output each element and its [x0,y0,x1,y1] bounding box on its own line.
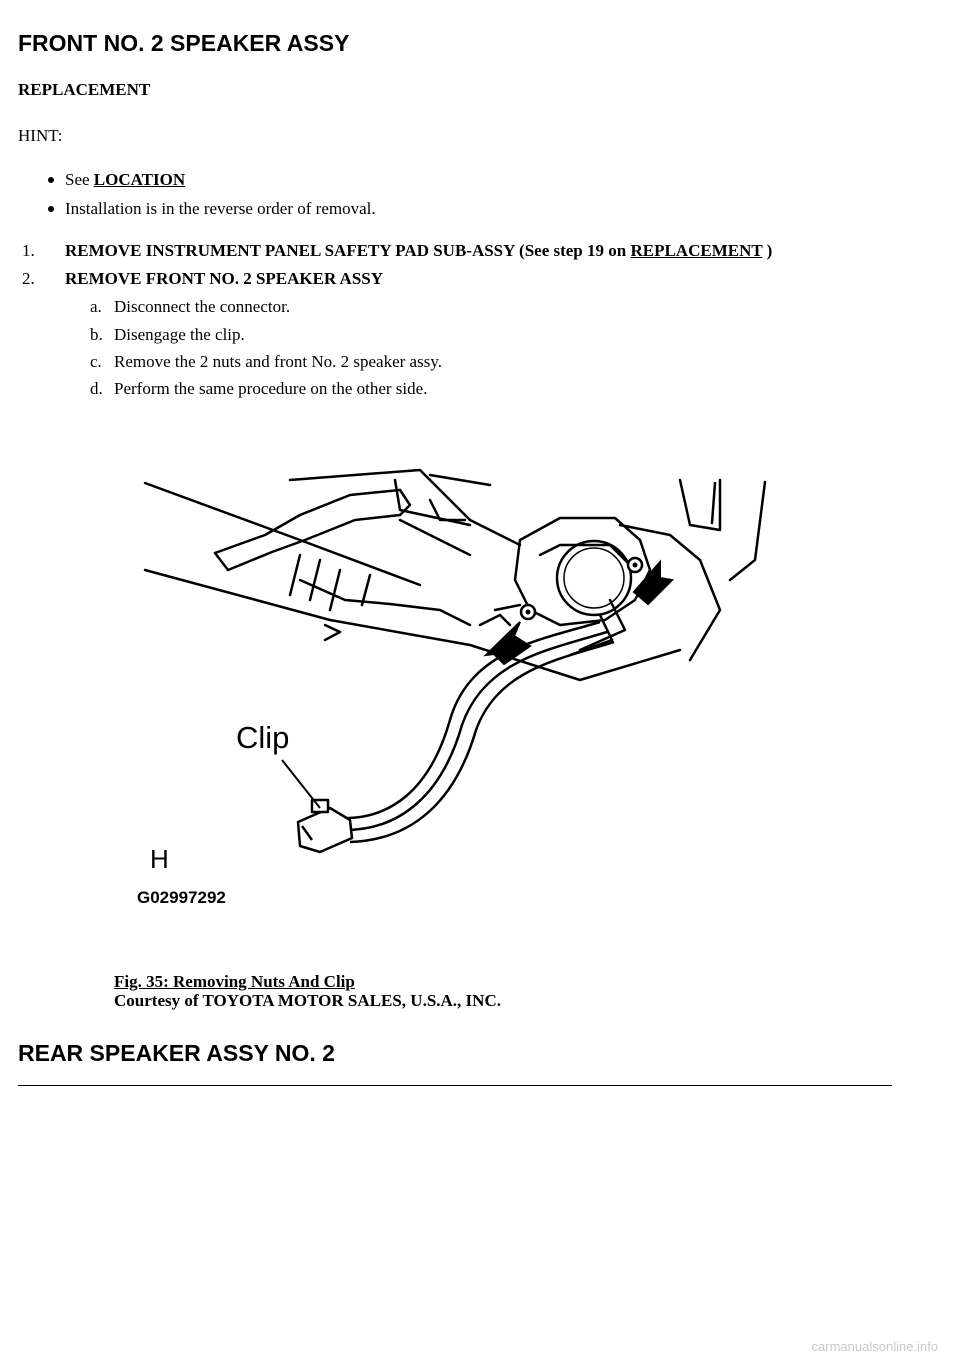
substep-a: Disconnect the connector. [114,297,291,316]
step-2: REMOVE FRONT NO. 2 SPEAKER ASSY [65,269,384,288]
next-section-title: REAR SPEAKER ASSY NO. 2 [18,1040,335,1066]
hint-prefix: See [65,170,94,189]
step-number: 1. [22,241,35,260]
substep-letter: b. [90,325,103,344]
substep-letter: a. [90,297,102,316]
substep-d: Perform the same procedure on the other side. [114,379,428,398]
hint-item-location [65,170,185,190]
substep-letter: d. [90,379,103,398]
figure-code: G02997292 [137,888,226,907]
substep-c: Remove the 2 nuts and front No. 2 speaker assy. [114,352,442,371]
substep-b: Disengage the clip. [114,325,245,344]
subheading-replacement: REPLACEMENT [18,80,151,99]
replacement-link[interactable]: REPLACEMENT [630,241,763,260]
bullet-icon [48,177,54,183]
figure-caption: Fig. 35: Removing Nuts And Clip [114,972,355,991]
speaker-removal-illustration [110,440,810,930]
step-1 [65,241,772,261]
location-link[interactable]: LOCATION [93,170,186,189]
section-title: FRONT NO. 2 SPEAKER ASSY [18,30,350,56]
label-h: H [150,844,169,874]
step-1-suffix: ) [762,241,773,260]
step-number: 2. [22,269,35,288]
step-1-text: REMOVE INSTRUMENT PANEL SAFETY PAD SUB-ASSY (See step 19 on [65,241,631,260]
label-clip: Clip [236,720,290,755]
hint-label: HINT: [18,126,63,145]
section-divider [18,1085,892,1086]
figure-credit: Courtesy of TOYOTA MOTOR SALES, U.S.A., INC. [114,991,501,1010]
hint-item-install: Installation is in the reverse order of removal. [65,199,376,218]
watermark: carmanualsonline.info [811,1339,938,1354]
substep-letter: c. [90,352,102,371]
bullet-icon [48,206,54,212]
